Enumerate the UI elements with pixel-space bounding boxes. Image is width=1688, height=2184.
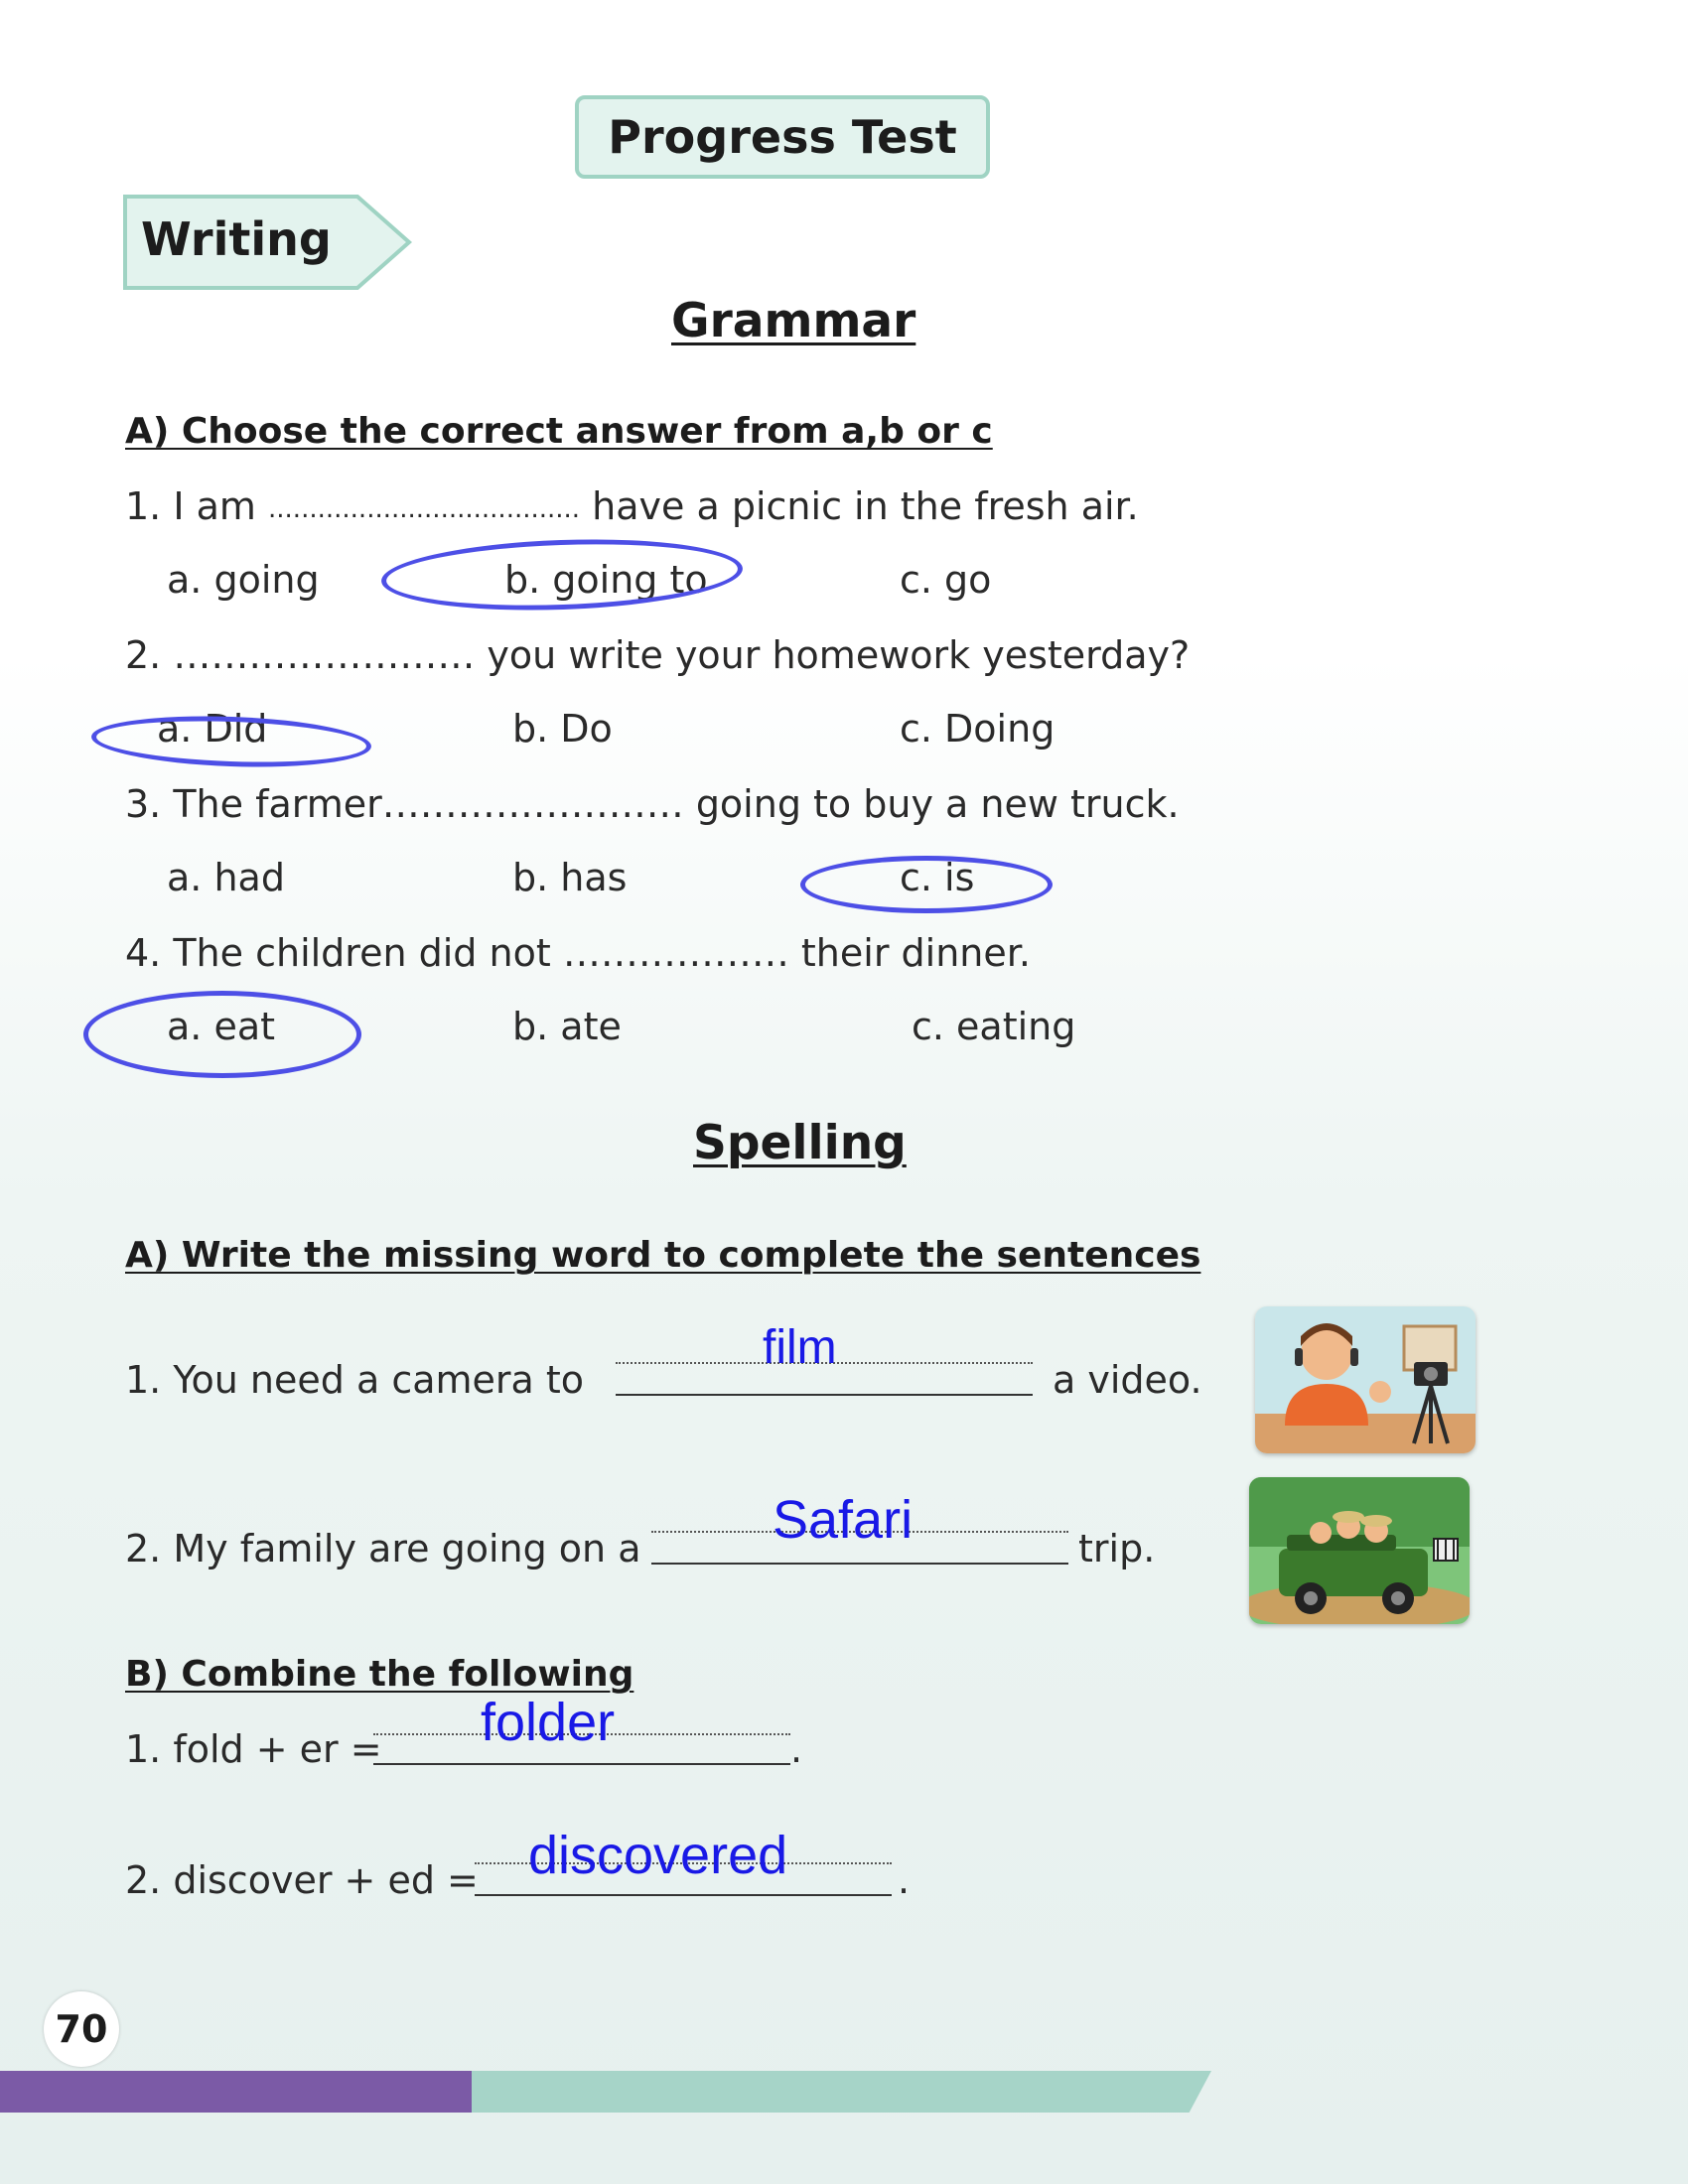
q1-option-b[interactable]: b. going to <box>504 558 708 602</box>
q3-answer-circle <box>800 856 1053 913</box>
grammar-instruction: A) Choose the correct answer from a,b or c <box>125 411 993 452</box>
spelling-part-a-instruction: A) Write the missing word to complete the sentences <box>125 1235 1201 1276</box>
spelling-a1-before: 1. You need a camera to <box>125 1358 585 1402</box>
question-2 <box>125 633 1190 677</box>
question-4-blank[interactable]: ……………… <box>562 931 789 975</box>
spelling-heading: Spelling <box>693 1116 907 1170</box>
question-3-suffix: going to buy a new truck. <box>683 782 1180 826</box>
q4-option-c[interactable]: c. eating <box>912 1005 1076 1048</box>
question-2-suffix: you write your homework yesterday? <box>475 633 1191 677</box>
spelling-b2-answer-line[interactable] <box>475 1894 892 1896</box>
question-1-suffix: have a picnic in the fresh air. <box>592 484 1139 528</box>
spelling-part-b-instruction: B) Combine the following <box>125 1654 634 1695</box>
question-1 <box>125 484 1139 528</box>
spelling-a2-before: 2. My family are going on a <box>125 1527 641 1570</box>
question-3-prefix: 3. The farmer <box>125 782 382 826</box>
question-3 <box>125 782 1180 826</box>
grammar-heading: Grammar <box>671 294 916 348</box>
spelling-b1-answer-line[interactable] <box>373 1763 790 1765</box>
question-1-prefix: 1. I am <box>125 484 269 528</box>
q2-option-b[interactable]: b. Do <box>512 707 613 751</box>
page-title: Progress Test <box>575 95 990 179</box>
spelling-a1-answer-line[interactable] <box>616 1394 1033 1396</box>
q1-answer-circle <box>380 534 744 616</box>
question-3-blank[interactable]: …………………… <box>381 782 684 826</box>
spelling-a2-answer-line[interactable] <box>651 1563 1068 1565</box>
q3-option-c[interactable]: c. is <box>900 856 975 899</box>
spelling-b2-after: . <box>898 1858 911 1902</box>
question-2-blank[interactable]: …………………… <box>173 633 476 677</box>
question-4-suffix: their dinner. <box>788 931 1031 975</box>
q4-option-b[interactable]: b. ate <box>512 1005 622 1048</box>
spelling-a1-answer: film <box>763 1321 837 1374</box>
page-number: 70 <box>44 1991 119 2067</box>
question-4-prefix: 4. The children did not <box>125 931 563 975</box>
q4-option-a[interactable]: a. eat <box>167 1005 276 1048</box>
man-filming-video-illustration <box>1255 1306 1476 1453</box>
spelling-b1-after: . <box>790 1727 803 1771</box>
question-2-prefix: 2. <box>125 633 174 677</box>
spelling-a2-after: trip. <box>1078 1527 1156 1570</box>
spelling-b1-answer: folder <box>481 1693 616 1752</box>
footer-bar-teal <box>472 2071 1211 2113</box>
q1-option-a[interactable]: a. going <box>167 558 320 602</box>
spelling-a2-answer: Safari <box>773 1490 914 1550</box>
q1-option-c[interactable]: c. go <box>900 558 992 602</box>
spelling-b1-before: 1. fold + er = <box>125 1727 382 1771</box>
question-1-blank[interactable]: ...................................... <box>268 494 581 524</box>
section-tab-writing <box>123 195 413 290</box>
spelling-b2-before: 2. discover + ed = <box>125 1858 479 1902</box>
q3-option-a[interactable]: a. had <box>167 856 285 899</box>
question-4 <box>125 931 1031 975</box>
spelling-b2-answer: discovered <box>528 1826 788 1885</box>
section-tab-label: Writing <box>141 212 332 266</box>
spelling-a1-after: a video. <box>1053 1358 1202 1402</box>
family-safari-jeep-illustration <box>1249 1477 1470 1624</box>
q2-option-a[interactable]: a. Did <box>157 707 268 751</box>
q2-option-c[interactable]: c. Doing <box>900 707 1055 751</box>
q3-option-b[interactable]: b. has <box>512 856 628 899</box>
q4-answer-circle <box>83 991 361 1078</box>
q2-answer-circle <box>90 712 372 771</box>
footer-bar-purple <box>0 2071 472 2113</box>
